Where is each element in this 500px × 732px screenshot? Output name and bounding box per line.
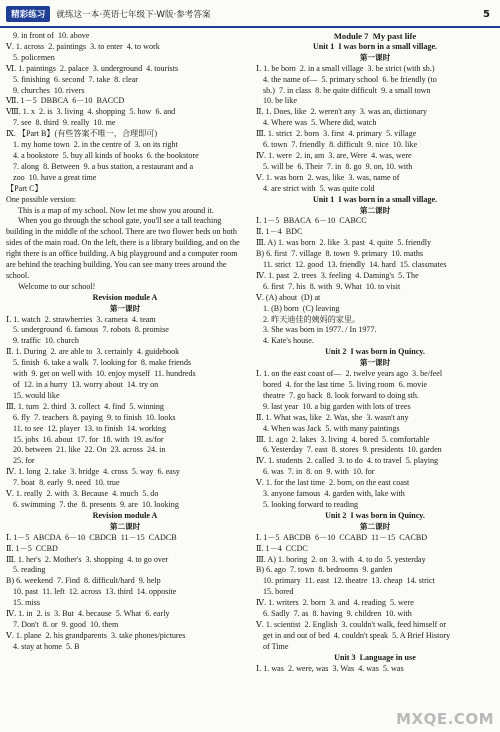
answer-line: Ⅴ. 1. for the last time 2. born, on the east coast	[256, 478, 410, 488]
header-rule	[0, 26, 500, 28]
lesson-heading: 第一课时	[359, 358, 391, 368]
answer-line: Ⅰ. 1. watch 2. strawberries 3. camera 4. team	[6, 314, 156, 324]
page-header	[6, 4, 494, 24]
answer-line: Ⅳ. 1. students 2. called 3. to do 4. to travel 5. playing	[256, 456, 439, 466]
answer-line: Ⅲ. 1. strict 2. born 3. first 4. primary 5. village	[256, 129, 417, 139]
header-left	[6, 6, 211, 22]
answer-line: 3. anyone famous 4. garden with, lake with	[263, 489, 405, 499]
answer-line: 9. churches 10. rivers	[13, 85, 85, 95]
answer-line: 4. stay at home 5. B	[13, 641, 80, 651]
answer-line: 5. policemen	[13, 52, 55, 62]
answer-line: Ⅴ. 1. really 2. with 3. Because 4. much 5. do	[6, 489, 159, 499]
answer-line: Ⅲ. A) 1. boring 2. on 3. with 4. to do 5. yesterday	[256, 554, 426, 564]
answer-line: Ⅰ. 1. on the east coast of— 2. twelve years ago 3. be/feel	[256, 369, 443, 379]
right-column	[256, 31, 494, 728]
answer-line: Ⅸ. 【Part B】(有些答案不唯一，合理即可)	[6, 129, 158, 139]
answer-line: Ⅴ. 1. plane 2. his grandparents 3. take phones/pictures	[6, 630, 186, 640]
answer-line: When you go through the school gate, you'll see a tall teaching building in the middle of the school. There are two flower beds on both sides of the main road. On the left, there is a library building, and on the right there is an office building. A big playground and a computer room are behind the teaching building. You can see many trees around the school.	[6, 216, 242, 280]
answer-line: 11. strict 12. good 13. friendly 14. hard 15. classmates	[263, 260, 447, 270]
answer-line: 5. finishing 6. second 7. take 8. clear	[13, 74, 138, 84]
answer-line: Ⅲ. A) 1. was born 2. like 3. past 4. quite 5. friendly	[256, 238, 432, 248]
answer-line: 11. to see 12. player 13. to finish 14. working	[13, 423, 167, 433]
answer-line: Ⅰ. 1－5 BBACA 6－10 CABCC	[256, 216, 367, 226]
answer-line: Ⅵ. 1. paintings 2. palace 3. underground 4. tourists	[6, 63, 179, 73]
answer-line: Ⅳ. 1. long 2. take 3. bridge 4. cross 5. way 6. easy	[6, 467, 180, 477]
answer-line: Ⅴ. 1. scientist 2. English 3. couldn't walk, feed himself or	[256, 619, 447, 629]
lesson-heading: 第二课时	[109, 521, 141, 531]
answer-line: Ⅱ. 1－5 CCBD	[6, 543, 58, 553]
answer-line: B) 6. weekend 7. Find 8. difficult/hard 9. help	[6, 576, 161, 586]
answer-line: Ⅰ. 1－5 ABCDA 6－10 CBDCB 11－15 CADCB	[6, 532, 177, 542]
answer-line: 4. are strict with 5. was quite cold	[263, 183, 375, 193]
answer-line: 6. town 7. friendly 8. difficult 9. nice 10. like	[263, 140, 418, 150]
answer-line: 6. swimming 7. the 8. presents 9. are 10. looking	[13, 499, 179, 509]
answer-line: Ⅶ. 1－5 DBBCA 6－10 BACCD	[6, 96, 125, 106]
answer-line: 6. first 7. his 8. with 9. What 10. to visit	[263, 281, 401, 291]
left-column	[6, 31, 244, 728]
answer-line: Ⅱ. 1－4 CCDC	[256, 543, 308, 553]
answer-line: 15. miss	[13, 598, 40, 608]
answer-line: 9. last year 10. a big garden with lots of trees	[263, 401, 411, 411]
answer-line: with 9. get on well with 10. enjoy myself 11. hundreds	[13, 369, 196, 379]
answer-line: 5. underground 6. famous 7. robots 8. promise	[13, 325, 169, 335]
answer-line: 2. 昨天迪佳的姨妈的家里。	[263, 314, 361, 324]
answer-line: of Time	[263, 641, 289, 651]
answer-line: 1. (B) born (C) leaving	[263, 303, 340, 313]
unit-heading: Unit 1 I was born in a small village.	[312, 194, 438, 204]
answer-line: Ⅰ. 1－5 ABCDB 6－10 CCABD 11－15 CACBD	[256, 532, 428, 542]
answer-line: 7. Don't 8. or 9. good 10. them	[13, 619, 119, 629]
page-number: 5	[483, 8, 490, 20]
answer-line: Ⅱ. 1. Does, like 2. weren't any 3. was an, dictionary	[256, 107, 428, 117]
answer-line: Ⅲ. 1. ago 2. lakes 3. living 4. bored 5. comfortable	[256, 434, 430, 444]
answer-line: 6. fly 7. teachers 8. paying 9. to finish 10. looks	[13, 412, 176, 422]
unit-heading: Revision module A	[92, 510, 158, 520]
answer-line: Ⅴ. (A) about (D) at	[256, 292, 321, 302]
answer-line: Ⅷ. 1. x 2. is 3. living 4. shopping 5. how 6. and	[6, 107, 176, 117]
answer-line: One possible version:	[6, 194, 77, 204]
answer-line: 4. Kate's house.	[263, 336, 314, 346]
answer-line: Ⅲ. 1. turn 2. third 3. collect 4. find 5. winning	[6, 401, 164, 411]
answer-line: 4. a bookstore 5. buy all kinds of books 6. the bookstore	[13, 150, 199, 160]
lesson-heading: 第一课时	[359, 52, 391, 62]
unit-heading: Revision module A	[92, 292, 158, 302]
answer-line: Ⅱ. 1. During 2. are able to 3. certainly 4. guidebook	[6, 347, 180, 357]
answer-line: Ⅳ. 1. writers 2. born 3. and 4. reading 5. were	[256, 598, 414, 608]
module-heading: Module 7 My past life	[333, 31, 417, 41]
answer-line: 6. Sadly 7. as 8. having 9. children 10. with	[263, 609, 412, 619]
answer-line: Ⅴ. 1. was born 2. was, like 3. was, name of	[256, 172, 400, 182]
answer-line: 5. reading	[13, 565, 46, 575]
unit-heading: Unit 1 I was born in a small village.	[312, 41, 438, 51]
answer-columns	[6, 31, 494, 728]
answer-line: Ⅱ. 1. What was, like 2. Was, she 3. wasn't any	[256, 412, 409, 422]
answer-line: 5. looking forward to reading	[263, 499, 359, 509]
lesson-heading: 第二课时	[359, 205, 391, 215]
answer-line: This is a map of my school. Now let me show you around it.	[18, 205, 214, 215]
answer-line: 4. the name of— 5. primary school 6. be friendly (to	[263, 74, 437, 84]
book-title: 就练这一本·英语七年级下·W版·参考答案	[56, 10, 211, 20]
answer-line: 15. would like	[13, 390, 60, 400]
answer-line: 【Part C】	[6, 183, 43, 193]
answer-line: of 12. in a hurry 13. worry about 14. try on	[13, 380, 159, 389]
answer-line: 20. between 21. like 22. On 23. across 24. in	[13, 445, 166, 455]
answer-line: 10. past 11. left 12. across 13. third 14. opposite	[13, 587, 177, 597]
answer-line: 10. be like	[263, 96, 297, 106]
answer-line: Ⅳ. 1. were 2. in, am 3. are, Were 4. was, were	[256, 150, 412, 160]
answer-line: 7. along 8. Between 9. a bus station, a restaurant and a	[13, 161, 194, 171]
answer-line: Ⅳ. 1. in 2. is 3. But 4. because 5. What 6. early	[6, 609, 170, 619]
answer-line: Ⅴ. 1. across 2. paintings 3. to enter 4. to work	[6, 41, 160, 51]
unit-heading: Unit 2 I was born in Quincy.	[325, 510, 425, 520]
unit-heading: Unit 3 Language in use	[334, 652, 416, 662]
answer-line: get in and out of bed 4. couldn't speak 5. A Brief History	[263, 630, 451, 640]
unit-heading: Unit 2 I was born in Quincy.	[325, 347, 425, 357]
answer-line: 4. Where was 5. Where did, watch	[263, 118, 377, 128]
answer-line: bored 4. for the last time 5. living room 6. movie	[263, 380, 428, 389]
answer-line: 4. When was Jack 5. with many paintings	[263, 423, 400, 433]
answer-line: 6. Yesterday 7. east 8. stores 9. presidents 10. garden	[263, 445, 442, 455]
answer-line: 10. primary 11. east 12. theatre 13. cheap 14. strict	[263, 576, 435, 586]
answer-line: 9. traffic 10. church	[13, 336, 79, 346]
answer-line: Ⅳ. 1. past 2. trees 3. feeling 4. Daming's 5. The	[256, 270, 419, 280]
answer-line: 15. bored	[263, 587, 294, 597]
answer-line: theatre 7. go back 8. look forward to doing sth.	[263, 390, 419, 400]
answer-line: Ⅲ. 1. her's 2. Mother's 3. shopping 4. to go over	[6, 554, 169, 564]
answer-line: 7. boat 8. early 9. need 10. true	[13, 478, 120, 488]
site-watermark: MXQE.COM	[396, 710, 494, 728]
answer-line: 6. was 7. in 8. on 9. with 10. for	[263, 467, 375, 477]
answer-line: 7. see 8. third 9. really 10. me	[13, 118, 116, 128]
series-badge: 精彩练习	[6, 6, 50, 22]
lesson-heading: 第二课时	[359, 521, 391, 531]
lesson-heading: 第一课时	[109, 303, 141, 313]
answer-line: 5. finish 6. take a walk 7. looking for 8. make friends	[13, 358, 192, 368]
answer-line: zoo 10. have a great time	[13, 172, 97, 182]
answer-line: 5. will be 6. Their 7. in 8. go 9. on, 10. with	[263, 161, 413, 171]
answer-line: B) 6. first 7. village 8. town 9. primary 10. maths	[256, 249, 424, 259]
answer-line: 1. my home town 2. in the centre of 3. on its right	[13, 140, 178, 150]
answer-line: 9. in front of 10. above	[13, 31, 90, 40]
answer-line: 15. jobs 16. about 17. for 18. with 19. as/for	[13, 434, 164, 444]
answer-line: Welcome to our school!	[18, 281, 96, 291]
answer-line: Ⅰ. 1. was 2. were, was 3. Was 4. was 5. was	[256, 663, 404, 673]
answer-line: 25. for	[13, 456, 35, 466]
answer-line: Ⅱ. 1－4 BDC	[256, 227, 303, 237]
answer-line: B) 6. ago 7. town 8. bedrooms 9. garden	[256, 565, 393, 575]
answer-line: Ⅰ. 1. be born 2. in a small village 3. be strict (with sb.)	[256, 63, 435, 73]
answer-line: sb.) 7. in class 8. be quite difficult 9. a small town	[263, 85, 431, 95]
answer-line: 3. She was born in 1977. / In 1977.	[263, 325, 377, 335]
